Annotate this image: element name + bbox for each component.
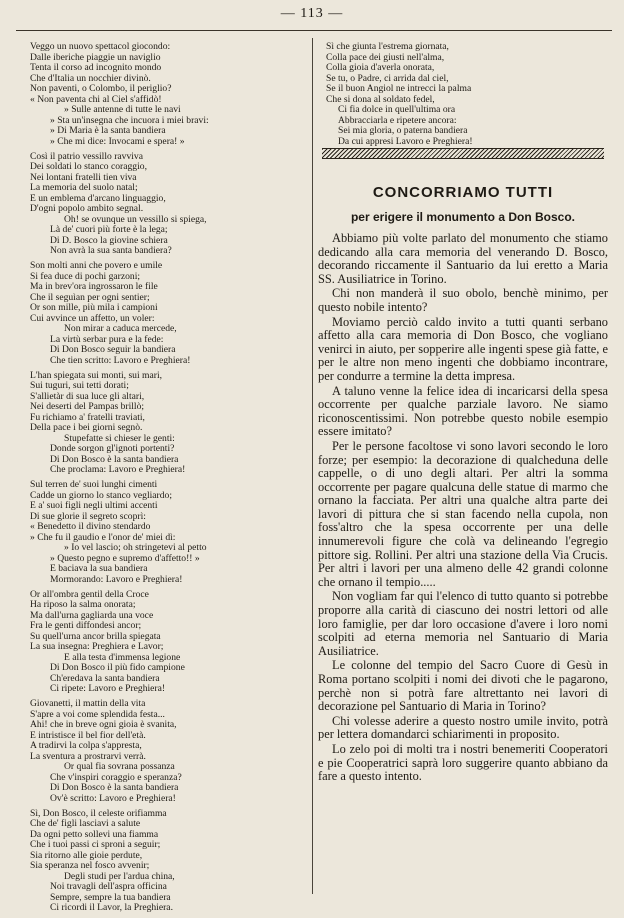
- poem-line: Colla gioia d'averla onorata,: [326, 63, 435, 73]
- poem-line: Or son mille, più mila i campioni: [30, 303, 158, 313]
- article-paragraph: Lo zelo poi di molti tra i nostri benemeriti Cooperatori e pie Cooperatrici saprà loro suggerire quanto abbiano da fare a questo intento.: [318, 741, 608, 784]
- poem-line: La sua insegna: Preghiera e Lavor;: [30, 642, 164, 652]
- poem-line: Sempre, sempre la tua bandiera: [50, 892, 171, 903]
- poem-line: Di Don Bosco è la santa bandiera: [50, 454, 179, 465]
- poem-line: Fra le genti diffondesi ancor;: [30, 621, 142, 631]
- poem-line: » Che mi dice: Invocami e spera! »: [50, 136, 185, 147]
- poem-line: Si fea duce di pochi garzoni;: [30, 271, 141, 282]
- poem-line: Che proclama: Lavoro e Preghiera!: [50, 465, 186, 475]
- article-subtitle: per erigere il monumento a Don Bosco.: [350, 210, 576, 224]
- article-paragraph: Abbiamo più volte parlato del monumento che stiamo dedicando alla cara memoria del venerando D. Bosco, decorando riccamente il Santuario da lui eretto a Maria SS. Ausiliatrice in Torino.: [318, 231, 608, 286]
- poem-stanza: [30, 590, 308, 695]
- poem-stanza: [30, 809, 308, 914]
- poem-line: Sia speranza nel fosco avvenir;: [30, 861, 150, 871]
- poem-line: Non paventi, o Colombo, il periglio?: [30, 84, 172, 94]
- article-body: [318, 232, 608, 785]
- poem-line: Non avrà la sua santa bandiera?: [50, 246, 172, 256]
- poem-line: Abbracciarla e ripetere ancora:: [338, 115, 457, 126]
- poem-line: Colla pace dei giusti nell'alma,: [326, 52, 445, 63]
- poem-line: Che si dona al soldato fedel,: [326, 94, 435, 105]
- poem-line: Degli studi per l'ardua china,: [64, 871, 175, 882]
- poem-line: Così il patrio vessillo ravviva: [30, 151, 143, 162]
- poem-line: La memoria del suolo natal;: [30, 183, 138, 193]
- poem-line: D'ogni popolo ambito segnal.: [30, 204, 144, 214]
- poem-line: Dalle iberiche piaggie un naviglio: [30, 52, 161, 63]
- poem-line: È un emblema d'arcano linguaggio,: [30, 193, 166, 204]
- poem-line: Ha riposo la salma onorata;: [30, 600, 136, 610]
- poem-line: Sui tuguri, sui tetti dorati;: [30, 381, 129, 391]
- poem-line: Che i tuoi passi ci sproni a seguir;: [30, 840, 161, 850]
- poem-line: E baciava la sua bandiera: [50, 564, 148, 574]
- poem-line: E alla testa d'immensa legione: [64, 652, 181, 663]
- poem-line: Ma in brev'ora ingrossaron le file: [30, 282, 158, 292]
- poem-line: Son molti anni che povero e umile: [30, 261, 163, 271]
- article-paragraph: Per le persone facoltose vi sono lavori secondo le loro forze; per esempio: la decorazione di qualcheduna delle cappelle, o di uno degli altari. Per altri la somma occorrente per pagare qualcuna delle statue di marmo che ornano la facciata. Per altri una qualche altra parte dei lavori di pittura che si stan facendo nella cupola, non foss'altro che la spesa occorrente per una delle innumerevoli figure che colà va delineando l'egregio pittore sig. Rollini. Per altri una stazione della Via Crucis. Per altri i lavori per una almeno delle 42 grandi colonne che ornano il tempio.....: [318, 438, 608, 589]
- poem-line: » Questo pegno e supremo d'affetto!! »: [50, 553, 200, 564]
- poem-line: Se il buon Angiol ne intrecci la palma: [326, 84, 472, 94]
- poem-stanza: [30, 261, 308, 366]
- header-rule: [16, 30, 612, 31]
- poem-line: E intristisce il bel fior dell'età.: [30, 730, 146, 741]
- poem-line: S'apre a voi come splendida festa...: [30, 709, 165, 720]
- poem-line: Sì che giunta l'estrema giornata,: [326, 42, 449, 52]
- poem-line: « Benedetto il divino stendardo: [30, 522, 151, 532]
- poem-line: Della pace i bei giorni segnò.: [30, 423, 143, 433]
- poem-line: Sei mia gloria, o paterna bandiera: [338, 126, 468, 136]
- poem-line: Veggo un nuovo spettacol giocondo:: [30, 42, 171, 52]
- ornamental-rule: [322, 148, 604, 159]
- poem-line: Cadde un giorno lo stanco vegliardo;: [30, 490, 173, 501]
- article-paragraph: Chi non manderà il suo obolo, benchè minimo, per questo nobile intento?: [318, 286, 608, 314]
- poem-line: Di Don Bosco è la santa bandiera: [50, 783, 179, 793]
- poem-line: L'han spiegata sui monti, sui mari,: [30, 370, 163, 381]
- poem-line: » Io vel lascio; oh stringetevi al petto: [64, 543, 207, 553]
- poem-line: Or qual fia sovrana possanza: [64, 762, 175, 772]
- article-paragraph: Moviamo perciò caldo invito a tutti quanti serbano affetto alla cara memoria di Don Bosco, che vogliano venirci in aiuto, per sopperire alle ingenti spese già fatte, e per le altre non meno ingenti che dobbiamo incontrare, per condurre a termine la detta impresa.: [318, 314, 608, 383]
- poem-line: Che de' figli lasciavi a salute: [30, 819, 141, 829]
- poem-line: S'allietàr di sua luce gli altari,: [30, 391, 145, 402]
- poem-line: » Di Maria è la santa bandiera: [50, 126, 166, 136]
- poem-line: Ch'eredava la santa bandiera: [50, 673, 160, 684]
- poem-line: Sul terren de' suoi lunghi cimenti: [30, 480, 158, 490]
- poem-line: « Non paventa chi al Ciel s'affidò!: [30, 94, 162, 105]
- poem-line: Da ogni petto sollevi una fiamma: [30, 829, 159, 840]
- poem-line: Noi travagli dell'aspra officina: [50, 882, 167, 892]
- poem-line: Sia ritorno alle gioie perdute,: [30, 850, 143, 861]
- poem-line: Giovanetti, il mattin della vita: [30, 699, 146, 709]
- poem-stanza: [30, 480, 308, 585]
- poem-line: A tradirvi la colpa s'appresta,: [30, 741, 142, 751]
- page-number: — 113 —: [280, 6, 344, 21]
- poem-line: Di Don Bosco seguir la bandiera: [50, 345, 176, 355]
- poem-stanza: [30, 371, 308, 476]
- poem-line: Ma dall'urna gagliarda una voce: [30, 610, 154, 621]
- poem-line: Da cui appresi Lavoro e Preghiera!: [338, 136, 473, 147]
- poem-right-column: [318, 42, 608, 147]
- poem-line: Sì, Don Bosco, il celeste orifiamma: [30, 808, 167, 819]
- poem-line: Nei deserti del Pampas brillò;: [30, 402, 145, 412]
- poem-line: Ci ricordi il Lavor, la Preghiera.: [50, 903, 173, 913]
- poem-line: Di Don Bosco il più fido campione: [50, 663, 185, 673]
- poem-line: Di sue glorie il segreto scoprì:: [30, 511, 146, 522]
- poem-line: Tenta il corso ad incognito mondo: [30, 63, 162, 73]
- poem-line: Ahi! che in breve ogni gioia è svanita,: [30, 720, 177, 730]
- article-paragraph: Le colonne del tempio del Sacro Cuore di Gesù in Roma portano scolpiti i nomi dei divoti che le pagarono, perchè non si potrà fare altrettanto nei lavori di decorazione pel Santuario di Maria in Torino?: [318, 658, 608, 714]
- poem-line: Di D. Bosco la giovine schiera: [50, 235, 168, 246]
- poem-line: Che v'inspiri coraggio e speranza?: [50, 772, 182, 783]
- article-title: CONCORRIAMO TUTTI: [372, 184, 554, 201]
- poem-line: Mormorando: Lavoro e Preghiera!: [50, 574, 183, 585]
- article-paragraph: Non vogliam far qui l'elenco di tutto quanto si potrebbe proporre alla carità di ciascuno dei nostri lettori od alle loro famiglie, per dar loro occasione d'avere i loro nomi scolpiti ad eterna memoria nel Santuario di Maria Ausiliatrice.: [318, 589, 608, 658]
- poem-line: Non mirar a caduca mercede,: [64, 324, 177, 334]
- poem-line: E a' suoi figli negli ultimi accenti: [30, 501, 158, 511]
- article-paragraph: Chi volesse aderire a questo nostro umile invito, potrà per lettera domandarci schiarimenti in proposito.: [318, 713, 608, 742]
- poem-line: Là de' cuori più forte è la lega;: [50, 225, 168, 235]
- poem-line: Che il seguìan per ogni sentier;: [30, 292, 150, 303]
- article-paragraph: A taluno venne la felice idea di incaricarsi della spesa occorrente per qualche parziale lavoro. Ne siamo riconoscentissimi. Non potrebbe questo nobile esempio essere imitato?: [318, 383, 608, 439]
- poem-line: Ci fia dolce in quell'ultima ora: [338, 105, 456, 115]
- poem-stanza: [30, 152, 308, 257]
- poem-line: Cui avvince un affetto, un voler:: [30, 313, 155, 324]
- poem-line: Stupefatte si chieser le genti:: [64, 433, 175, 444]
- poem-line: » Sta un'insegna che incuora i miei bravi:: [50, 115, 209, 126]
- poem-line: Nei lontani fratelli tien viva: [30, 172, 137, 183]
- poem-line: Che d'Italia un nocchier divinò.: [30, 73, 151, 84]
- poem-line: Fu richiamo a' fratelli traviati,: [30, 412, 145, 423]
- poem-line: Ci ripete: Lavoro e Preghiera!: [50, 684, 166, 694]
- poem-line: Oh! se ovunque un vessillo si spiega,: [64, 214, 207, 225]
- poem-line: Donde sorgon gl'ignoti portenti?: [50, 444, 175, 454]
- poem-line: » Che fu il gaudio e l'onor de' miei dì:: [30, 532, 176, 543]
- poem-stanza: [30, 42, 308, 147]
- column-divider: [312, 38, 313, 894]
- poem-line: La sventura a prostrarvi verrà.: [30, 751, 146, 762]
- poem-left-column: [30, 42, 308, 918]
- poem-line: Che tien scritto: Lavoro e Preghiera!: [50, 355, 191, 366]
- poem-line: Ov'è scritto: Lavoro e Preghiera!: [50, 793, 176, 804]
- poem-line: Or all'ombra gentil della Croce: [30, 589, 149, 600]
- poem-line: Su quell'urna ancor brilla spiegata: [30, 631, 161, 642]
- poem-line: La virtù serbar pura e la fede:: [50, 334, 164, 345]
- poem-stanza: [30, 699, 308, 804]
- poem-line: Se tu, o Padre, ci arrida dal ciel,: [326, 73, 449, 84]
- poem-line: Dei soldati lo stanco coraggio,: [30, 162, 147, 172]
- poem-line: » Sulle antenne di tutte le navi: [64, 105, 181, 115]
